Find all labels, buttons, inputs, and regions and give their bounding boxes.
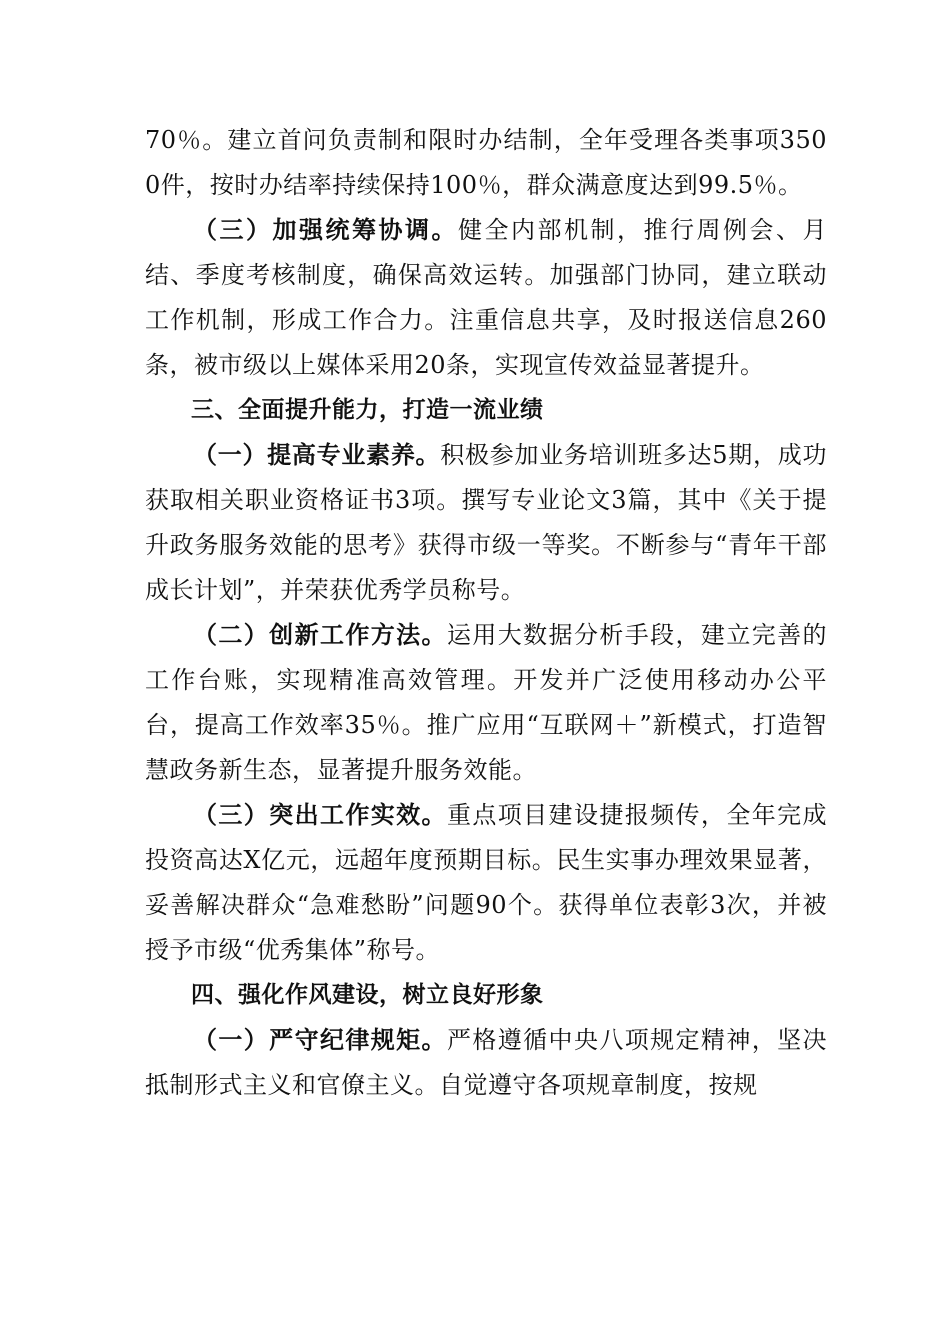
paragraph-coordination	[145, 208, 827, 388]
paragraph-text: 健全内部机制，推行周例会、月结、季度考核制度，确保高效运转。加强部门协同，建立联动工作机制，形成工作合力。注重信息共享，及时报送信息260条，被市级以上媒体采用20条，实现宣传效益显著提升。	[145, 216, 827, 379]
paragraph-text: 70％。建立首问负责制和限时办结制，全年受理各类事项3500件，按时办结率持续保持100％，群众满意度达到99.5％。	[145, 126, 827, 199]
paragraph-lead: （三）加强统筹协调。	[193, 216, 458, 244]
document-body	[145, 118, 827, 1108]
paragraph-lead: （一）提高专业素养。	[193, 441, 441, 469]
paragraph-text: 重点项目建设捷报频传，全年完成投资高达X亿元，远超年度预期目标。民生实事办理效果显著，妥善解决群众“急难愁盼”问题90个。获得单位表彰3次，并被授予市级“优秀集体”称号。	[145, 801, 828, 964]
paragraph-lead: （三）突出工作实效。	[193, 801, 447, 829]
paragraph-text: 严格遵循中央八项规定精神，坚决抵制形式主义和官僚主义。自觉遵守各项规章制度，按规	[145, 1026, 828, 1099]
section-heading-3: 三、全面提升能力，打造一流业绩	[191, 397, 544, 423]
paragraph-professional	[145, 433, 827, 613]
paragraph-discipline	[145, 1018, 827, 1108]
paragraph-text: 积极参加业务培训班多达5期，成功获取相关职业资格证书3项。撰写专业论文3篇，其中《关于提升政务服务效能的思考》获得市级一等奖。不断参与“青年干部成长计划”，并荣获优秀学员称号。	[145, 441, 827, 604]
section-heading-4: 四、强化作风建设，树立良好形象	[191, 982, 544, 1008]
paragraph-results	[145, 793, 827, 973]
paragraph-lead: （一）严守纪律规矩。	[193, 1026, 447, 1054]
paragraph-lead: （二）创新工作方法。	[193, 621, 447, 649]
paragraph-text: 运用大数据分析手段，建立完善的工作台账，实现精准高效管理。开发并广泛使用移动办公平台，提高工作效率35％。推广应用“互联网＋”新模式，打造智慧政务新生态，显著提升服务效能。	[145, 621, 828, 784]
paragraph-innovation	[145, 613, 827, 793]
paragraph-continuation	[145, 118, 827, 208]
